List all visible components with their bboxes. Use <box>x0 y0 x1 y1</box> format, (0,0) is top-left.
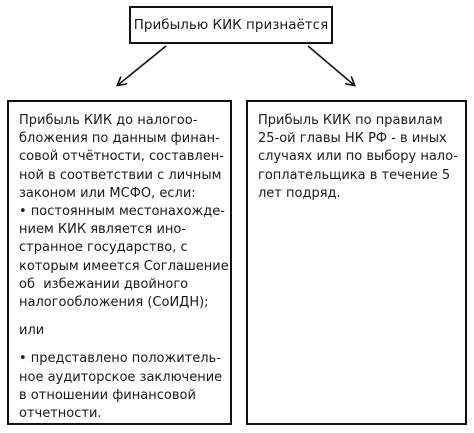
left-condition-box <box>7 100 232 425</box>
left-bullet-line: • представлено положитель- <box>19 351 221 367</box>
left-line: которым имеется Соглашение <box>19 258 229 274</box>
left-line: законом или МСФО, если: <box>19 185 196 201</box>
left-line: об избежании двойного <box>19 276 189 292</box>
left-line: Прибыль КИК до налогоо- <box>19 113 198 128</box>
left-line: ной в соответствии с личным <box>19 167 222 183</box>
title-text: Прибылью КИК признаётся <box>133 17 329 33</box>
right-line: лет подряд. <box>258 185 341 201</box>
left-line: ное аудиторское заключение <box>19 369 223 385</box>
right-line: Прибыль КИК по правилам <box>258 113 443 128</box>
left-or-line: или <box>19 323 45 339</box>
arrow-right <box>308 46 354 85</box>
right-condition-box <box>246 100 467 425</box>
right-line: случаях или по выбору нало- <box>258 149 458 165</box>
left-line: нием КИК является ино- <box>19 222 187 238</box>
arrow-left <box>118 46 166 85</box>
left-line: странное государство, с <box>19 240 188 256</box>
left-line: совой отчётности, составлен- <box>19 149 224 165</box>
title-box <box>129 6 333 44</box>
right-line: 25-ой главы НК РФ - в иных <box>258 131 447 147</box>
left-line: налогообложения (СоИДН); <box>19 295 209 311</box>
left-line: в отношении финансовой <box>19 387 196 403</box>
left-bullet-line: • постоянным местонахожде- <box>19 204 225 220</box>
left-line: отчетности. <box>19 406 102 422</box>
right-line: гоплательщика в течение 5 <box>258 167 451 183</box>
left-line: бложения по данным финан- <box>19 131 220 147</box>
